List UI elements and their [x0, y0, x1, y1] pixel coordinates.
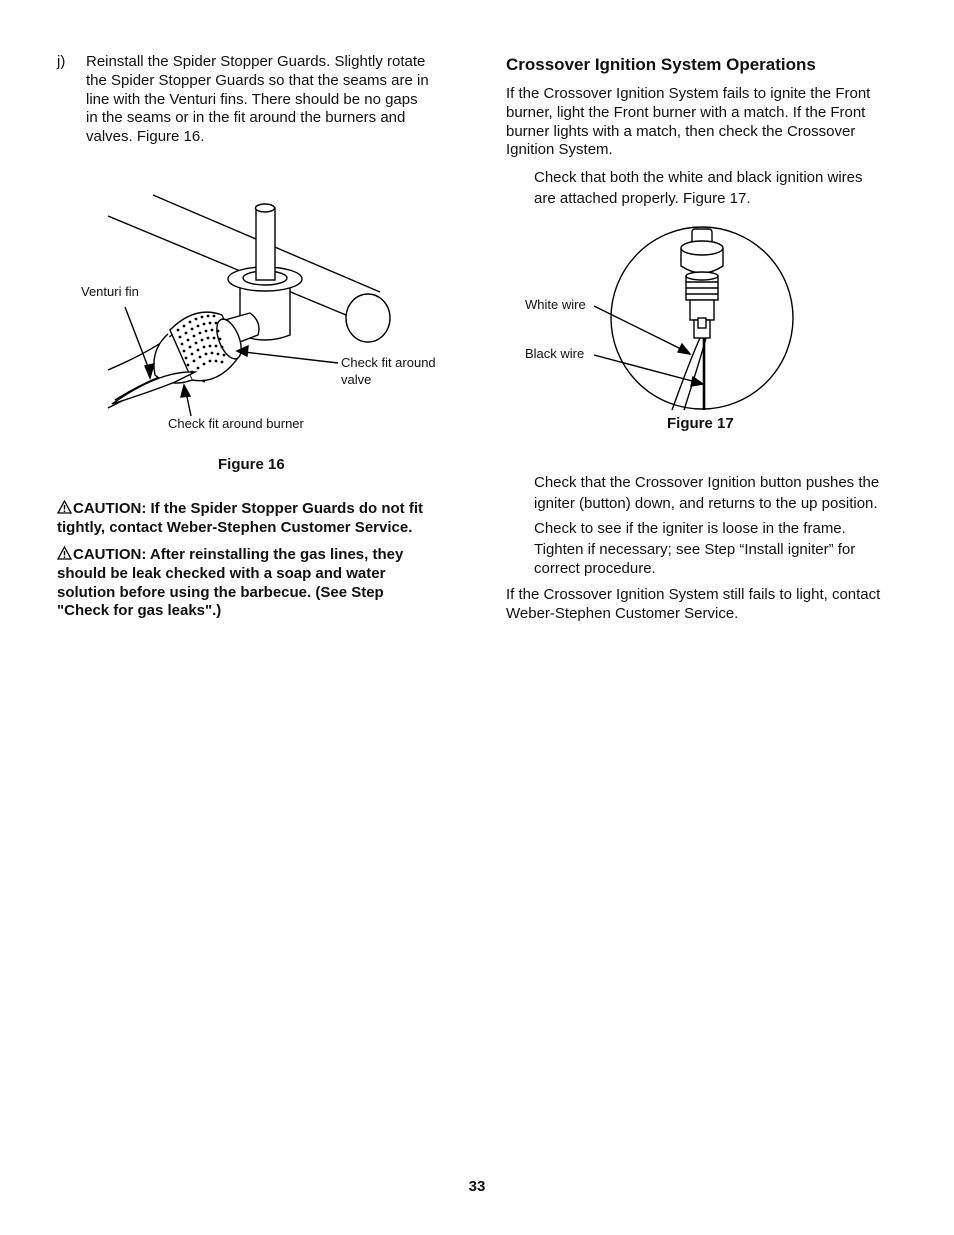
text-line: are attached properly. Figure 17.: [534, 190, 751, 207]
text-line: CAUTION: After reinstalling the gas lines, they: [57, 546, 457, 565]
label-check-fit-burner: Check fit around burner: [168, 416, 304, 431]
text-line: Weber-Stephen Customer Service.: [506, 604, 739, 622]
check-igniter-paragraph: [534, 520, 904, 578]
text-line: If the Crossover Ignition System fails to ignite the Front: [506, 85, 871, 102]
text-line: CAUTION: If the Spider Stopper Guards do not fit: [57, 500, 457, 519]
text-line: Reinstall the Spider Stopper Guards. Slightly rotate: [86, 53, 426, 70]
text-line: line with the Venturi fins. There should be no gaps: [86, 90, 418, 108]
section-heading: Crossover Ignition System Operations: [506, 55, 816, 74]
text-line: tightly, contact Weber-Stephen Customer Service.: [57, 518, 413, 536]
text-line: in the seams or in the fit around the burners and: [86, 109, 406, 127]
text-line: Ignition System.: [506, 141, 613, 159]
page-number: 33: [468, 1178, 486, 1195]
text-line: valves. Figure 16.: [86, 128, 205, 146]
text-line: Check that both the white and black ignition wires: [534, 169, 863, 186]
text-line: solution before using the barbecue. (See Step: [57, 583, 384, 601]
text-line: should be leak checked with a soap and water: [57, 564, 386, 582]
text-line: If the Crossover Ignition System still fails to light, contact: [506, 586, 881, 603]
label-line: Check fit around: [341, 355, 436, 370]
figure-17-caption: Figure 17: [667, 415, 734, 432]
label-venturi-fin: Venturi fin: [81, 284, 139, 299]
text-line: Check to see if the igniter is loose in the frame.: [534, 520, 846, 537]
outro-paragraph: [506, 586, 906, 624]
label-black-wire: Black wire: [525, 346, 585, 361]
text-line: burner, light the Front burner with a match. If the Front: [506, 103, 866, 121]
text-line: igniter (button) down, and returns to the up position.: [534, 495, 878, 512]
text-line: burner lights with a match, then check the Crossover: [506, 122, 856, 140]
label-white-wire: White wire: [525, 297, 586, 312]
figure-16-caption: Figure 16: [218, 456, 285, 473]
text-line: Check that the Crossover Ignition button pushes the: [534, 474, 880, 491]
label-line: valve: [341, 372, 372, 387]
check-button-paragraph: [534, 472, 904, 514]
text-line: correct procedure.: [534, 559, 656, 577]
step-j-marker: j): [57, 53, 66, 70]
text-line: the Spider Stopper Guards so that the seams are in: [86, 71, 429, 89]
text-line: "Check for gas leaks".): [57, 602, 222, 620]
text-line: Tighten if necessary; see Step “Install igniter” for: [534, 540, 856, 558]
